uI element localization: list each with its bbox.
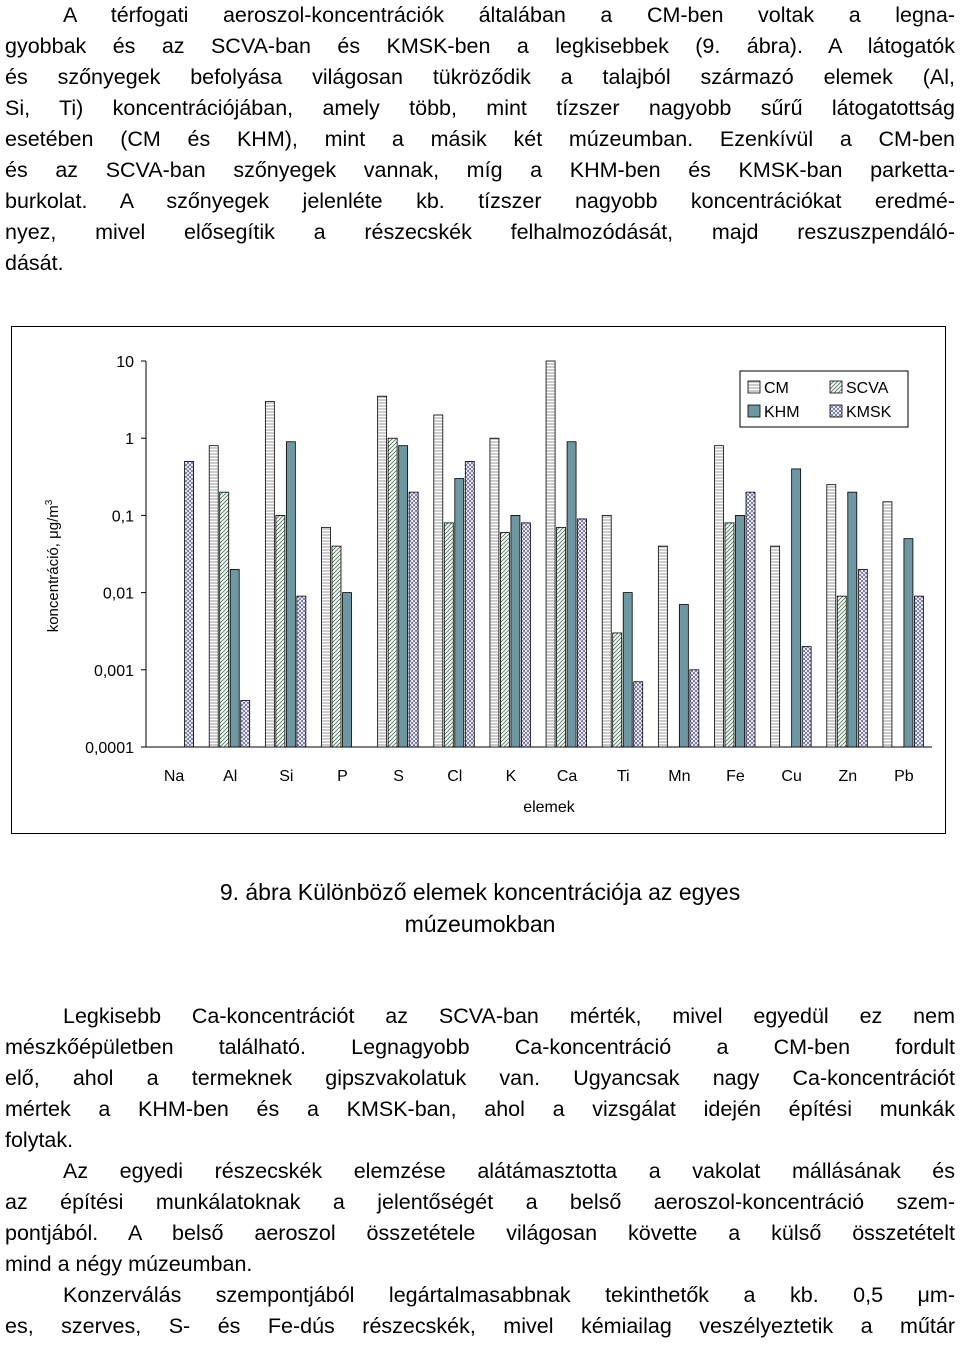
bar-cm-fe [715,446,724,747]
bar-cm-pb [883,502,892,747]
bar-cm-cu [771,546,780,747]
y-tick-label: 0,01 [102,585,134,603]
x-tick-label: Ca [556,768,578,785]
bar-scva-zn [837,596,846,747]
bar-cm-ca [546,361,555,747]
text-line: es, szerves, S- és Fe-dús részecskék, mivel kémiailag veszélyeztetik a műtár [5,1314,955,1338]
bar-khm-fe [736,515,745,747]
text-line: Si, Ti) koncentrációjában, amely több, mint tízszer nagyobb sűrű látogatottság [5,96,955,120]
legend-swatch-scva [830,381,842,393]
bar-kmsk-k [521,523,530,747]
bar-khm-si [286,442,295,747]
x-axis-label: elemek [523,799,575,816]
bar-cm-ti [602,515,611,747]
bar-kmsk-s [409,492,418,747]
legend-label-kmsk: KMSK [846,404,892,421]
y-tick-label: 0,0001 [85,740,134,757]
bar-kmsk-ti [634,682,643,747]
text-line: esetében (CM és KHM), mint a másik két múzeumban. Ezenkívül a CM-ben [5,127,955,151]
bar-khm-cl [455,479,464,747]
caption-line: 9. ábra Különböző elemek koncentrációja az egyes [219,879,741,905]
x-tick-label: Pb [894,768,914,785]
bar-scva-s [388,438,397,747]
text-line: folytak. [5,1128,74,1152]
x-tick-label: K [505,768,517,785]
bar-kmsk-na [185,461,194,747]
figure-caption [0,876,960,940]
bar-scva-ca [557,527,566,747]
caption-line: múzeumokban [404,911,556,937]
bar-scva-ti [613,633,622,747]
bottom-paragraphs [5,1001,955,1342]
bar-kmsk-cu [802,647,811,747]
x-tick-label: Zn [838,768,858,785]
bar-khm-ti [623,593,632,747]
y-tick-label: 0,1 [111,508,134,526]
legend-label-khm: KHM [764,404,800,421]
bar-scva-cl [444,523,453,747]
text-line: dását. [5,251,64,275]
text-line: és szőnyegek befolyása világosan tükröződik a talajból származó elemek (Al, [5,65,955,89]
bar-khm-k [511,515,520,747]
text-line: A térfogati aeroszol-koncentrációk általában a CM-ben voltak a legna- [63,3,955,27]
x-tick-label: Ti [616,768,630,785]
text-line: mértek a KHM-ben és a KMSK-ban, ahol a vizsgálat idején építési munkák [5,1097,955,1121]
bar-scva-p [332,546,341,747]
bar-chart [12,327,947,835]
legend-swatch-cm [748,381,760,393]
y-tick-label: 1 [125,431,134,449]
top-paragraph [5,0,955,279]
x-tick-label: Al [223,768,238,785]
x-tick-label: Na [163,768,185,785]
bar-kmsk-mn [690,670,699,747]
chart-frame [11,326,946,834]
legend [740,371,908,427]
text-line: mészkőépületben található. Legnagyobb Ca-koncentráció a CM-ben fordult [5,1035,955,1059]
bar-khm-s [399,446,408,747]
legend-swatch-kmsk [830,405,842,417]
bar-scva-al [220,492,229,747]
bar-kmsk-fe [746,492,755,747]
bar-kmsk-al [241,701,250,747]
text-line: nyez, mivel elősegítik a részecskék felhalmozódását, majd reszuszpendáló- [5,220,955,244]
bar-khm-ca [567,442,576,747]
bar-cm-cl [434,415,443,747]
y-tick-label: 0,001 [93,662,134,680]
x-tick-label: Si [279,768,294,785]
text-line: mind a négy múzeumban. [5,1252,253,1276]
legend-label-scva: SCVA [846,380,889,397]
text-line: pontjából. A belső aeroszol összetétele világosan követte a külső összetételt [5,1221,955,1245]
bar-kmsk-pb [914,596,923,747]
text-line: elő, ahol a termeknek gipszvakolatuk van. Ugyancsak nagy Ca-koncentrációt [5,1066,955,1090]
bar-cm-k [490,438,499,747]
bar-khm-pb [904,539,913,747]
bar-kmsk-cl [465,461,474,747]
bar-khm-cu [792,469,801,747]
legend-label-cm: CM [764,380,789,397]
bar-cm-mn [658,546,667,747]
bar-kmsk-si [297,596,306,747]
bar-scva-k [500,533,509,747]
text-line: Konzerválás szempontjából legártalmasabbnak tekinthetők a kb. 0,5 μm- [63,1283,955,1307]
bar-scva-fe [725,523,734,747]
bar-cm-si [265,401,274,747]
text-line: az építési munkálatoknak a jelentőségét a belső aeroszol-koncentráció szem- [5,1190,955,1214]
bar-khm-al [230,569,239,747]
y-tick-label: 10 [116,354,134,371]
bar-khm-p [343,593,352,747]
bar-cm-p [322,527,331,747]
x-tick-label: Cl [447,768,463,785]
bar-kmsk-ca [578,519,587,747]
bar-khm-zn [848,492,857,747]
x-tick-label: Mn [668,768,691,785]
text-line: és az SCVA-ban szőnyegek vannak, míg a KHM-ben és KMSK-ban parketta- [5,158,955,182]
bar-scva-si [276,515,285,747]
x-tick-label: Cu [781,768,802,785]
bar-khm-mn [679,605,688,747]
x-tick-label: P [337,768,348,785]
bar-cm-zn [827,485,836,747]
bar-cm-al [209,446,218,747]
y-axis-label: koncentráció, $\mu g/m^3$ [44,499,62,633]
bar-cm-s [378,396,387,747]
legend-swatch-khm [748,405,760,417]
text-line: Legkisebb Ca-koncentrációt az SCVA-ban mérték, mivel egyedül ez nem [63,1004,955,1028]
x-tick-label: S [393,768,404,785]
x-tick-label: Fe [726,768,745,785]
text-line: gyobbak és az SCVA-ban és KMSK-ben a legkisebbek (9. ábra). A látogatók [5,34,955,58]
text-line: Az egyedi részecskék elemzése alátámasztotta a vakolat mállásának és [63,1159,955,1183]
text-line: burkolat. A szőnyegek jelenléte kb. tízszer nagyobb koncentrációkat eredmé- [5,189,955,213]
bar-kmsk-zn [858,569,867,747]
